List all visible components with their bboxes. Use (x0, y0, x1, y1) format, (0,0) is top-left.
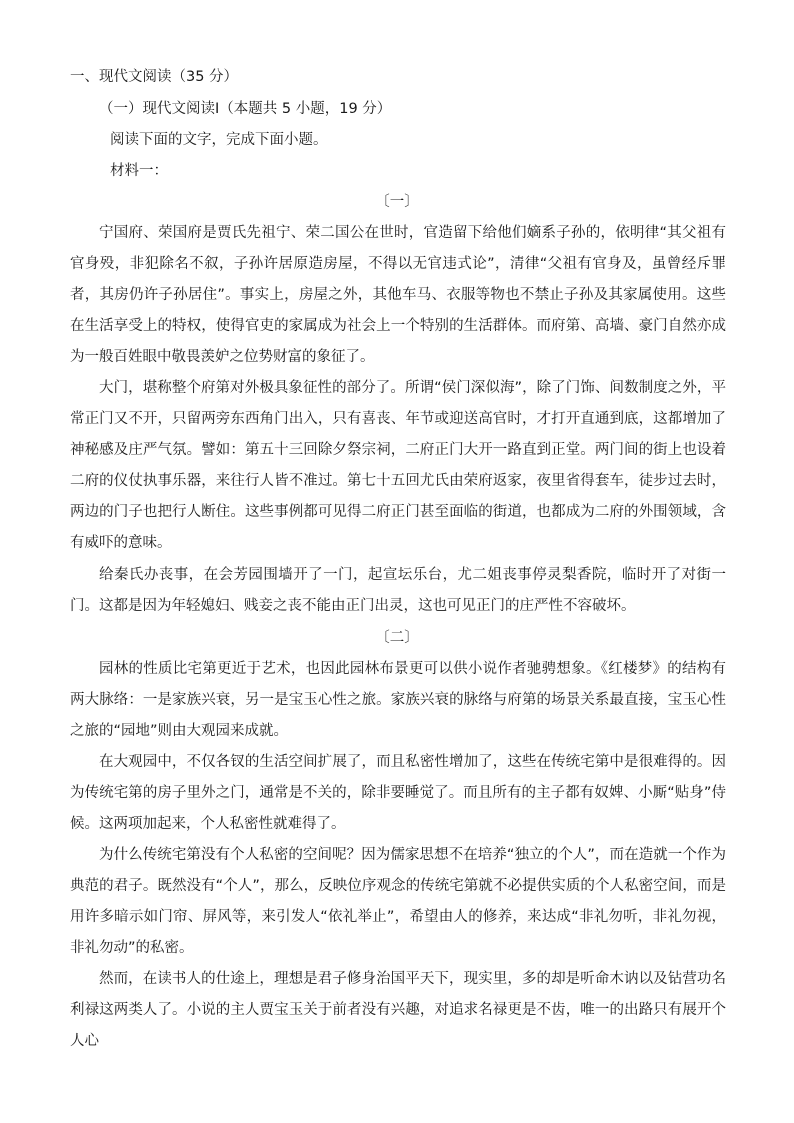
subsection-title: （一）现代文阅读Ⅰ（本题共 5 小题，19 分） (99, 101, 392, 117)
material-label: 材料一： (110, 163, 168, 179)
part-one-paragraph-3: 给秦氏办丧事，在会芳园围墙开了一门，起宣坛乐台，尤二姐丧事停灵梨香院，临时开了对街一门。这都是因为年轻媳妇、贱妾之丧不能由正门出灵，这也可见正门的庄严性不容破坏。 (70, 567, 726, 614)
part-one-paragraph-2: 大门，堪称整个府第对外极具象征性的部分了。所谓“侯门深似海”，除了门饰、间数制度之外，平常正门又不开，只留两旁东西角门出入，只有喜丧、年节或迎送高官时，才打开直通到底，这都增加了神秘感及庄严气氛。譬如：第五十三回除夕祭宗祠，二府正门大开一路直到正堂。两门间的街上也设着二府的仪仗执事乐器，来往行人皆不准过。第七十五回尤氏由荣府返家，夜里省得套车，徒步过去时，两边的门子也把行人断住。这些事例都可见得二府正门甚至面临的街道，也都成为二府的外围领域，含有威吓的意味。 (70, 380, 726, 551)
part-two-paragraph-2: 在大观园中，不仅各钗的生活空间扩展了，而且私密性增加了，这些在传统宅第中是很难得的。因为传统宅第的房子里外之门，通常是不关的，除非要睡觉了。而且所有的主子都有奴婢、小厮“贴身”侍候。这两项加起来，个人私密性就难得了。 (70, 754, 726, 832)
part-two-heading: 〔二〕 (375, 630, 419, 646)
part-two-paragraph-1: 园林的性质比宅第更近于艺术，也因此园林布景更可以供小说作者驰骋想象。《红楼梦》的结构有两大脉络：一是家族兴衰，另一是宝玉心性之旅。家族兴衰的脉络与府第的场景关系最直接，宝玉心性之旅的“园地”则由大观园来成就。 (70, 661, 726, 739)
part-one-paragraph-1: 宁国府、荣国府是贾氏先祖宁、荣二国公在世时，官造留下给他们嫡系子孙的，依明律“其父祖有官身殁，非犯除名不叙，子孙许居原造房屋，不得以无官违式论”，清律“父祖有官身及，虽曾经斥罪者，其房仍许子孙居住”。事实上，房屋之外，其他车马、衣服等物也不禁止子孙及其家属使用。这些在生活享受上的特权，使得官吏的家属成为社会上一个特别的生活群体。而府第、高墙、豪门自然亦成为一般百姓眼中敬畏羡妒之位势财富的象征了。 (70, 225, 726, 365)
part-two-paragraph-3: 为什么传统宅第没有个人私密的空间呢？因为儒家思想不在培养“独立的个人”，而在造就一个作为典范的君子。既然没有“个人”，那么，反映位序观念的传统宅第就不必提供实质的个人私密空间，而是用许多暗示如门帘、屏风等，来引发人“依礼举止”，希望由人的修养，来达成“非礼勿听，非礼勿视，非礼勿动”的私密。 (70, 847, 726, 956)
instruction-text: 阅读下面的文字，完成下面小题。 (110, 132, 328, 148)
section-title: 一、现代文阅读（35 分） (70, 69, 239, 85)
part-one-heading: 〔一〕 (375, 194, 419, 210)
part-two-paragraph-4: 然而，在读书人的仕途上，理想是君子修身治国平天下，现实里，多的却是听命木讷以及钻营功名利禄这两类人了。小说的主人贾宝玉关于前者没有兴趣，对追求名禄更是不齿，唯一的出路只有展开个人心 (70, 971, 726, 1049)
